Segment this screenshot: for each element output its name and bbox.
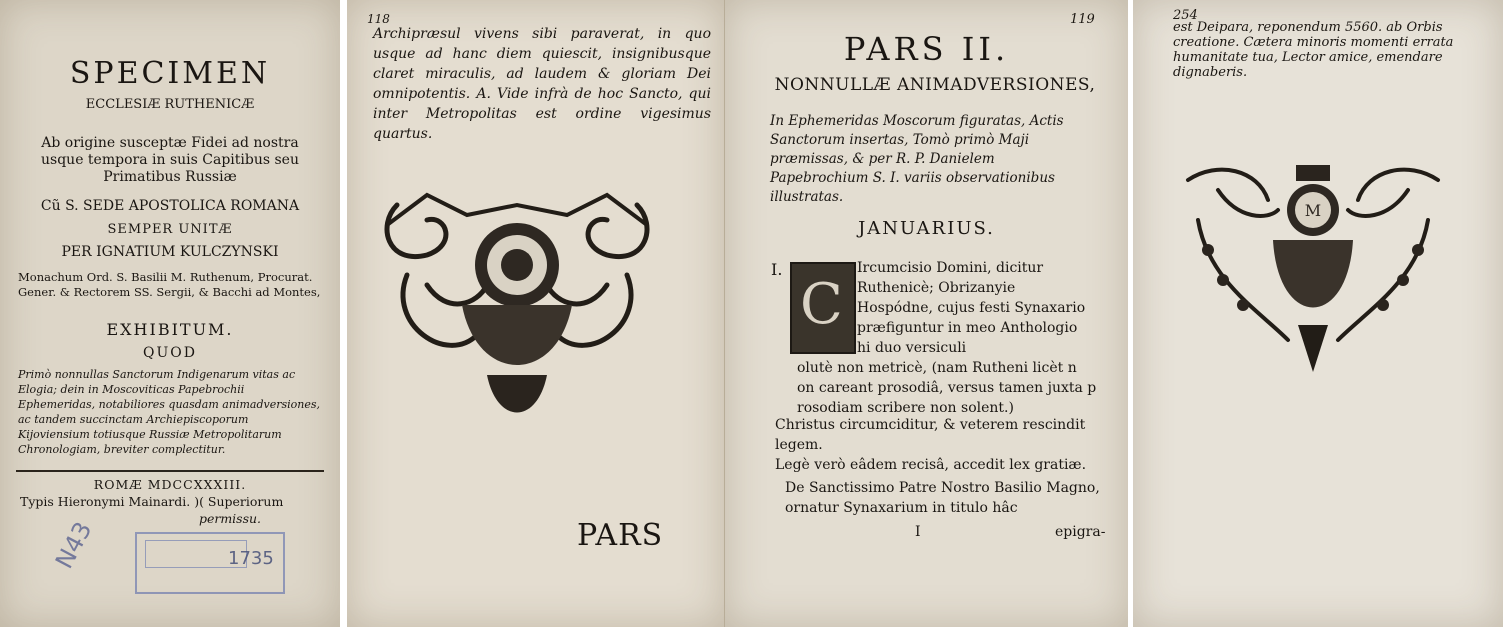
title-contents-description: Primò nonnullas Sanctorum Indigenarum vitas ac Elogia; dein in Moscoviticas Papebrochii Ephemeridas, notabiliores quasdam animadversiones, ac tandem succinctam Archiepiscoporum Kijoviensium totiusque Russiæ Metropolitarum Chronologiam, breviter complectitur. [18, 368, 320, 456]
verse-line-2: Legè verò eâdem recisâ, accedit lex gratiæ. [775, 457, 1087, 473]
title-page [0, 0, 340, 627]
title-rule [16, 470, 324, 472]
imprint-permission: permissu. [198, 511, 262, 526]
page-number: 119 [1070, 12, 1095, 27]
tailpiece-ornament-icon [1178, 160, 1448, 375]
catchword: PARS [577, 518, 664, 553]
tailpiece-ornament-icon [367, 185, 667, 435]
title-specimen: SPECIMEN [69, 56, 271, 91]
drop-cap-letter: C [800, 272, 843, 337]
title-author-description: Monachum Ord. S. Basilii M. Ruthenum, Procurat. Gener. & Rectorem SS. Sergii, & Bacchi ad Montes, [18, 270, 321, 299]
stamp-number: 1735 [228, 548, 274, 569]
imprint-printer: Typis Hieronymi Mainardi. )( Superiorum [20, 494, 284, 509]
body-text: est Deipara, reponendum 5560. ab Orbis creatione. Cætera minoris momenti errata humanitate tua, Lector amice, emendare dignaberis. [1173, 20, 1454, 80]
title-sede-line: Cũ S. SEDE APOSTOLICA ROMANA [40, 198, 300, 214]
title-quod: QUOD [143, 345, 197, 361]
page-number: 118 [367, 12, 390, 26]
verse-line: Christus circumciditur, & veterem rescindit legem. [775, 417, 1086, 453]
month-heading: JANUARIUS. [858, 218, 995, 239]
item-number: I. [771, 260, 783, 279]
page-number: 254 [1173, 8, 1198, 23]
catchword: epigra- [1055, 524, 1106, 540]
part-heading: PARS II. [843, 30, 1010, 68]
page-118 [347, 0, 725, 627]
paragraph-3: De Sanctissimo Patre Nostro Basilio Magno, ornatur Synaxarium in titulo hâc [785, 480, 1100, 516]
imprint-place-date: ROMÆ MDCCXXXIII. [93, 477, 247, 492]
title-exhibitum: EXHIBITUM. [106, 320, 234, 339]
title-origin-line: Ab origine susceptæ Fidei ad nostra usque tempora in suis Capitibus seu Primatibus Russiæ [41, 135, 299, 185]
drop-cap-ornament [790, 262, 856, 354]
paragraph-1: Ircumcisio Domini, dicitur Ruthenicè; Obrizanyie Hospódne, cujus festi Synaxario præfiguntur in meo Anthologio hi duo versiculi [857, 260, 1086, 356]
body-text: Archipræsul vivens sibi paraverat, in quo usque ad hanc diem quiescit, insignibusque claret miraculis, ad laudem & gloriam Dei omnipotentis. A. Vide infrà de hoc Sancto, qui inter Metropolitas est ordine vigesimus quartus. [373, 26, 711, 142]
title-author-line: PER IGNATIUM KULCZYNSKI [61, 244, 279, 260]
svg-text:M: M [1304, 201, 1322, 220]
title-semper-line: SEMPER UNITÆ [107, 222, 233, 237]
handwritten-shelfmark: N43 [50, 517, 98, 574]
page-119 [725, 0, 1128, 627]
lead-text: In Ephemeridas Moscorum figuratas, Actis Sanctorum insertas, Tomò primò Maji præmissas, & per R. P. Danielem Papebrochium S. I. variis observationibus illustratas. [770, 113, 1064, 205]
page-254 [1133, 0, 1503, 627]
paragraph-2: olutè non metricè, (nam Rutheni licèt n on careant prosodiâ, versus tamen juxta p rosodiam scribere non solent.) [797, 360, 1097, 416]
title-ecclesiae: ECCLESIÆ RUTHENICÆ [85, 97, 255, 112]
part-subheading: NONNULLÆ ANIMADVERSIONES, [774, 75, 1096, 95]
signature-mark: I [915, 524, 921, 540]
